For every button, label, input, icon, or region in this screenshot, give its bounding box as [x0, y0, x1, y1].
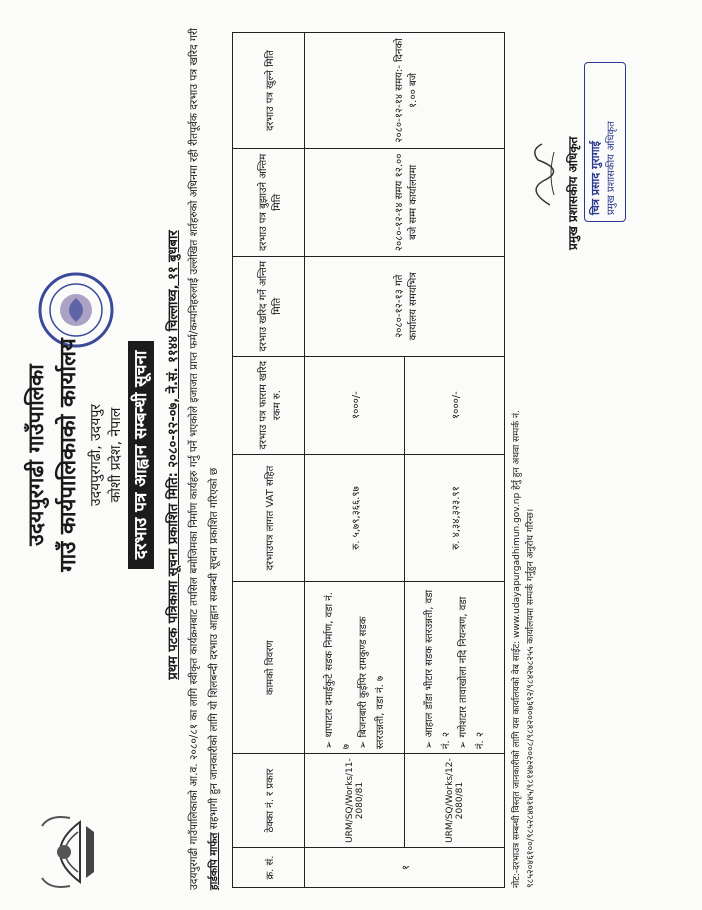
- table-header-row: [233, 33, 305, 888]
- header-sn: क्र. सं.: [233, 848, 305, 888]
- tender-table: [232, 32, 505, 888]
- note-line-2: ९८५२०४६१००/९८५२८४७१४५/९८१४७२२००८/९८४२००७६९२/९८४२७८२५५ कार्यालयमा सम्पर्क गर्नुहुन अनुरोध गरिन्छ।: [526, 508, 536, 888]
- cell-cost: रु. ४,३४,३२३.९१: [405, 454, 505, 582]
- cell-cost: रु. ५,७९,३६६.९७: [305, 454, 405, 582]
- cell-work: [305, 582, 405, 754]
- work-item: ➢ गणेशटार तावाखोला नदि नियन्त्रण, वडा नं. २: [457, 596, 486, 750]
- intro-underlined: हार्डकपि मार्फत: [208, 832, 220, 890]
- cell-submission-deadline: २०८०-१२-१४ समय १२.०० बजे सम्म कार्यालयमा: [305, 148, 505, 256]
- province-name: कोशी प्रदेश, नेपाल: [108, 407, 124, 503]
- officer-stamp: [584, 62, 626, 222]
- header-opening-date: दरभाउ पत्र खुल्ने मिति: [233, 33, 305, 149]
- table-row: [305, 33, 405, 888]
- cell-opening-date: २०८०-१२-१४ समय:- दिनको १.०० बजे: [305, 33, 505, 149]
- footer-note: [510, 328, 538, 888]
- work-item: ➢ थापाटार दमाईकुटे सडक निर्माण, वडा नं. ७: [323, 592, 352, 750]
- cell-work: [405, 582, 505, 754]
- header-purchase-deadline: दरभाउ खरिद गर्ने अन्तिम मिति: [233, 256, 305, 356]
- signature-scribble-icon: [520, 140, 560, 210]
- cell-sn: १: [305, 848, 505, 888]
- cell-purchase-deadline: २०८०-१२-१३ गते कार्यालय समयभित्र: [305, 256, 505, 356]
- notice-title: दरभाउ पत्र आह्वान सम्बन्धी सूचना: [128, 341, 154, 570]
- header-fee: दरभाउ पत्र फाराम खरिद रकम रु.: [233, 356, 305, 454]
- intro-text-before: उदयपुरगढी गाउँपालिकाको आ.व. २०८०/८१ का लागि स्वीकृत कार्यक्रमबाट तपसिल बमोजिमका निर्माण कार्यहरु गर्नु पर्ने भएकोले इजाजत प्राप्त फर्म/कम्पनिहरुलाई उल्लेखित शर्तहरुको अधिनमा रही रीतपूर्वक दरभाउ पत्र खरिद गरी: [188, 28, 200, 890]
- header-cost: दरभाउपत्र लागत VAT सहित: [233, 454, 305, 582]
- municipality-name: उदयपुरगढी गाउँपालिका: [24, 364, 48, 546]
- work-item: ➢ आहाल डाँडा भीटार सडक स्तरउन्नती, वडा नं. २: [423, 589, 452, 750]
- header-contract: ठेक्का नं. र प्रकार: [233, 754, 305, 848]
- office-location: उदयपुरगढी, उदयपुर: [88, 403, 104, 507]
- nepal-emblem-icon: [30, 812, 102, 892]
- intro-paragraph: [184, 20, 224, 890]
- work-item: ➢ बिजनबारी कुईपिर रामकुण्ड सडक स्तरउन्नती, वडा नं. ७: [357, 616, 386, 750]
- stamp-name: चित्र प्रसाद गुरागाई: [589, 141, 602, 215]
- cell-fee: १०००/-: [405, 356, 505, 454]
- notice-title-wrap: [128, 180, 151, 730]
- publication-date-line: प्रथम पटक पत्रिकामा सूचना प्रकाशित मिति: २०८०-१२-०७, ने.सं. ११४४ चिल्लाथ्व, ११ बुधबार: [166, 230, 181, 680]
- header-submission-deadline: दरभाउ पत्र बुझाउने अन्तिम मिति: [233, 148, 305, 256]
- cell-fee: १०००/-: [305, 356, 405, 454]
- stamp-role: प्रमुख प्रशासकीय अधिकृत: [606, 121, 617, 215]
- note-line-1: नोट:-दरभाउत्र सम्बन्धी विस्तृत जानकारीको लागि यस कार्यालयको वेब साईट: www.udayapurgadhimun.gov.np हेर्नु हुन अथवा सम्पर्क नं.: [512, 410, 522, 888]
- signatory-title: प्रमुख प्रशासकीय अधिकृत: [566, 136, 580, 250]
- header-work: कामको विवरण: [233, 582, 305, 754]
- intro-text-after: सहभागी हुन जानकारीको लागि यो शिलबन्दी दरभाउ आह्वान सम्बन्धी सूचना प्रकाशित गरिएको छ: [208, 467, 220, 833]
- cell-contract: URM/SQ/Works/11-2080/81: [305, 754, 405, 848]
- office-name: गाउँ कार्यपालिकाको कार्यालय: [56, 338, 81, 572]
- cell-contract: URM/SQ/Works/12-2080/81: [405, 754, 505, 848]
